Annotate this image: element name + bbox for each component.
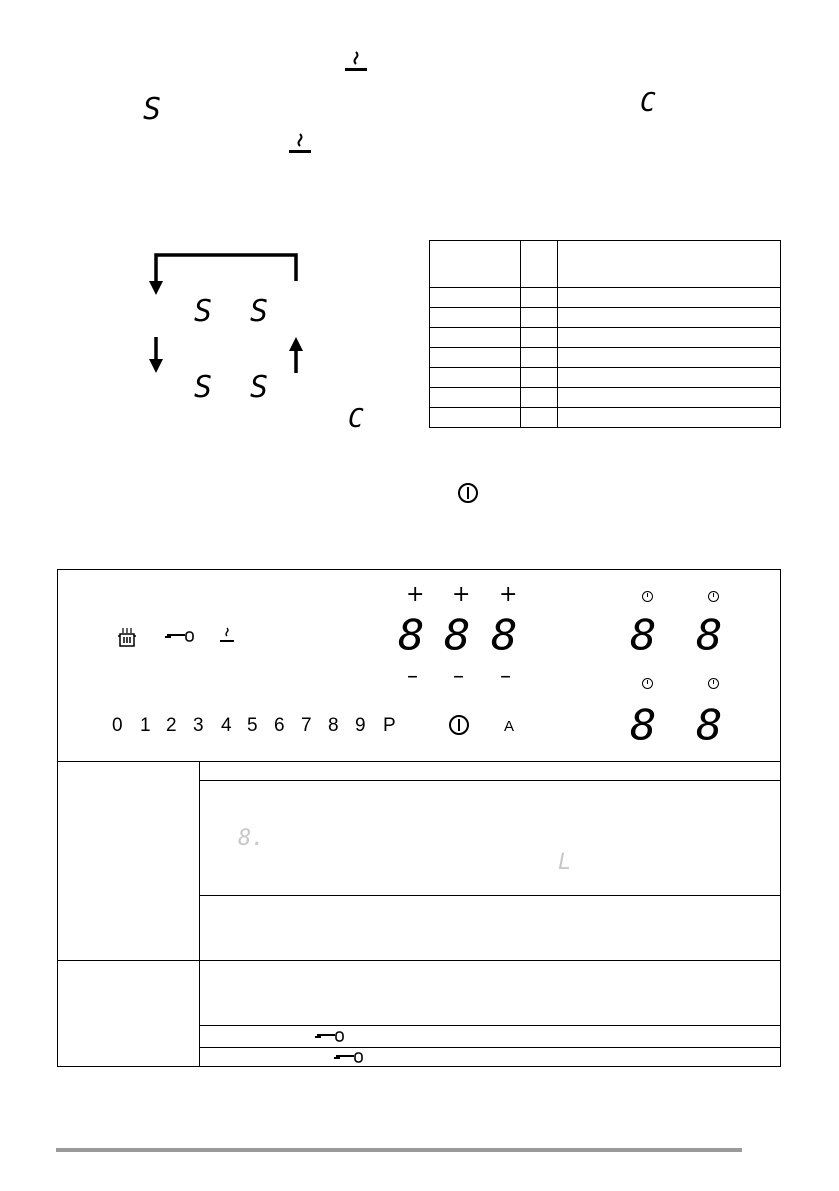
power-level-5[interactable]: 5 (247, 715, 258, 736)
timer-display: 8 (630, 611, 657, 660)
timer-clock-icon[interactable] (708, 591, 719, 602)
segment-s-icon: S (250, 370, 269, 405)
level-table (429, 240, 781, 428)
timer-display: 8 (630, 701, 657, 750)
segment-8-dot-icon: 8. (238, 826, 265, 851)
power-level-7[interactable]: 7 (301, 715, 312, 736)
pot-icon (117, 626, 137, 648)
timer-display: 8 (696, 611, 723, 660)
key-lock-icon (165, 630, 195, 648)
power-level-1[interactable]: 1 (140, 715, 151, 736)
zone-display: 8 (491, 611, 518, 660)
power-level-4[interactable]: 4 (221, 715, 232, 736)
divider (199, 1025, 780, 1026)
divider (58, 761, 780, 762)
table-row (430, 288, 781, 308)
timer-clock-icon[interactable] (642, 591, 653, 602)
power-level-9[interactable]: 9 (355, 715, 366, 736)
footer-bar (56, 1148, 742, 1152)
divider (199, 895, 780, 896)
power-button-icon[interactable] (449, 715, 469, 735)
segment-s-icon: S (194, 294, 213, 329)
control-panel-illustration (57, 569, 781, 1067)
table-row (430, 368, 781, 388)
auto-button[interactable]: A (504, 718, 515, 735)
heat-symbol-icon (343, 50, 369, 72)
segment-s-icon: S (143, 92, 162, 127)
power-icon (458, 483, 478, 503)
plus-button[interactable]: + (406, 582, 425, 607)
key-lock-icon (315, 1030, 345, 1048)
minus-button[interactable]: – (453, 664, 464, 689)
segment-s-icon: S (250, 294, 269, 329)
table-row (430, 388, 781, 408)
timer-clock-icon[interactable] (642, 678, 653, 689)
table-row (430, 241, 781, 288)
segment-c-icon: C (640, 88, 656, 118)
minus-button[interactable]: – (500, 664, 511, 689)
divider (199, 780, 780, 781)
power-level-3[interactable]: 3 (193, 715, 204, 736)
segment-l-icon: L (558, 850, 572, 875)
cycle-arrow-diagram (140, 245, 320, 435)
zone-display: 8 (398, 611, 425, 660)
power-level-6[interactable]: 6 (274, 715, 285, 736)
plus-button[interactable]: + (452, 582, 471, 607)
table-row (430, 408, 781, 428)
table-row (430, 328, 781, 348)
segment-c-icon: C (348, 404, 364, 434)
segment-s-icon: S (194, 370, 213, 405)
key-lock-icon (334, 1051, 364, 1069)
divider (199, 1047, 780, 1048)
divider (58, 960, 780, 961)
zone-display: 8 (444, 611, 471, 660)
divider (199, 761, 200, 1066)
plus-button[interactable]: + (499, 582, 518, 607)
heat-symbol-icon (287, 132, 313, 154)
power-level-p[interactable]: P (383, 715, 396, 736)
table-row (430, 348, 781, 368)
timer-clock-icon[interactable] (708, 678, 719, 689)
power-level-8[interactable]: 8 (328, 715, 339, 736)
heat-symbol-icon (218, 626, 236, 644)
power-level-0[interactable]: 0 (112, 715, 123, 736)
power-level-2[interactable]: 2 (166, 715, 177, 736)
table-row (430, 308, 781, 328)
timer-display: 8 (696, 701, 723, 750)
minus-button[interactable]: – (407, 664, 418, 689)
